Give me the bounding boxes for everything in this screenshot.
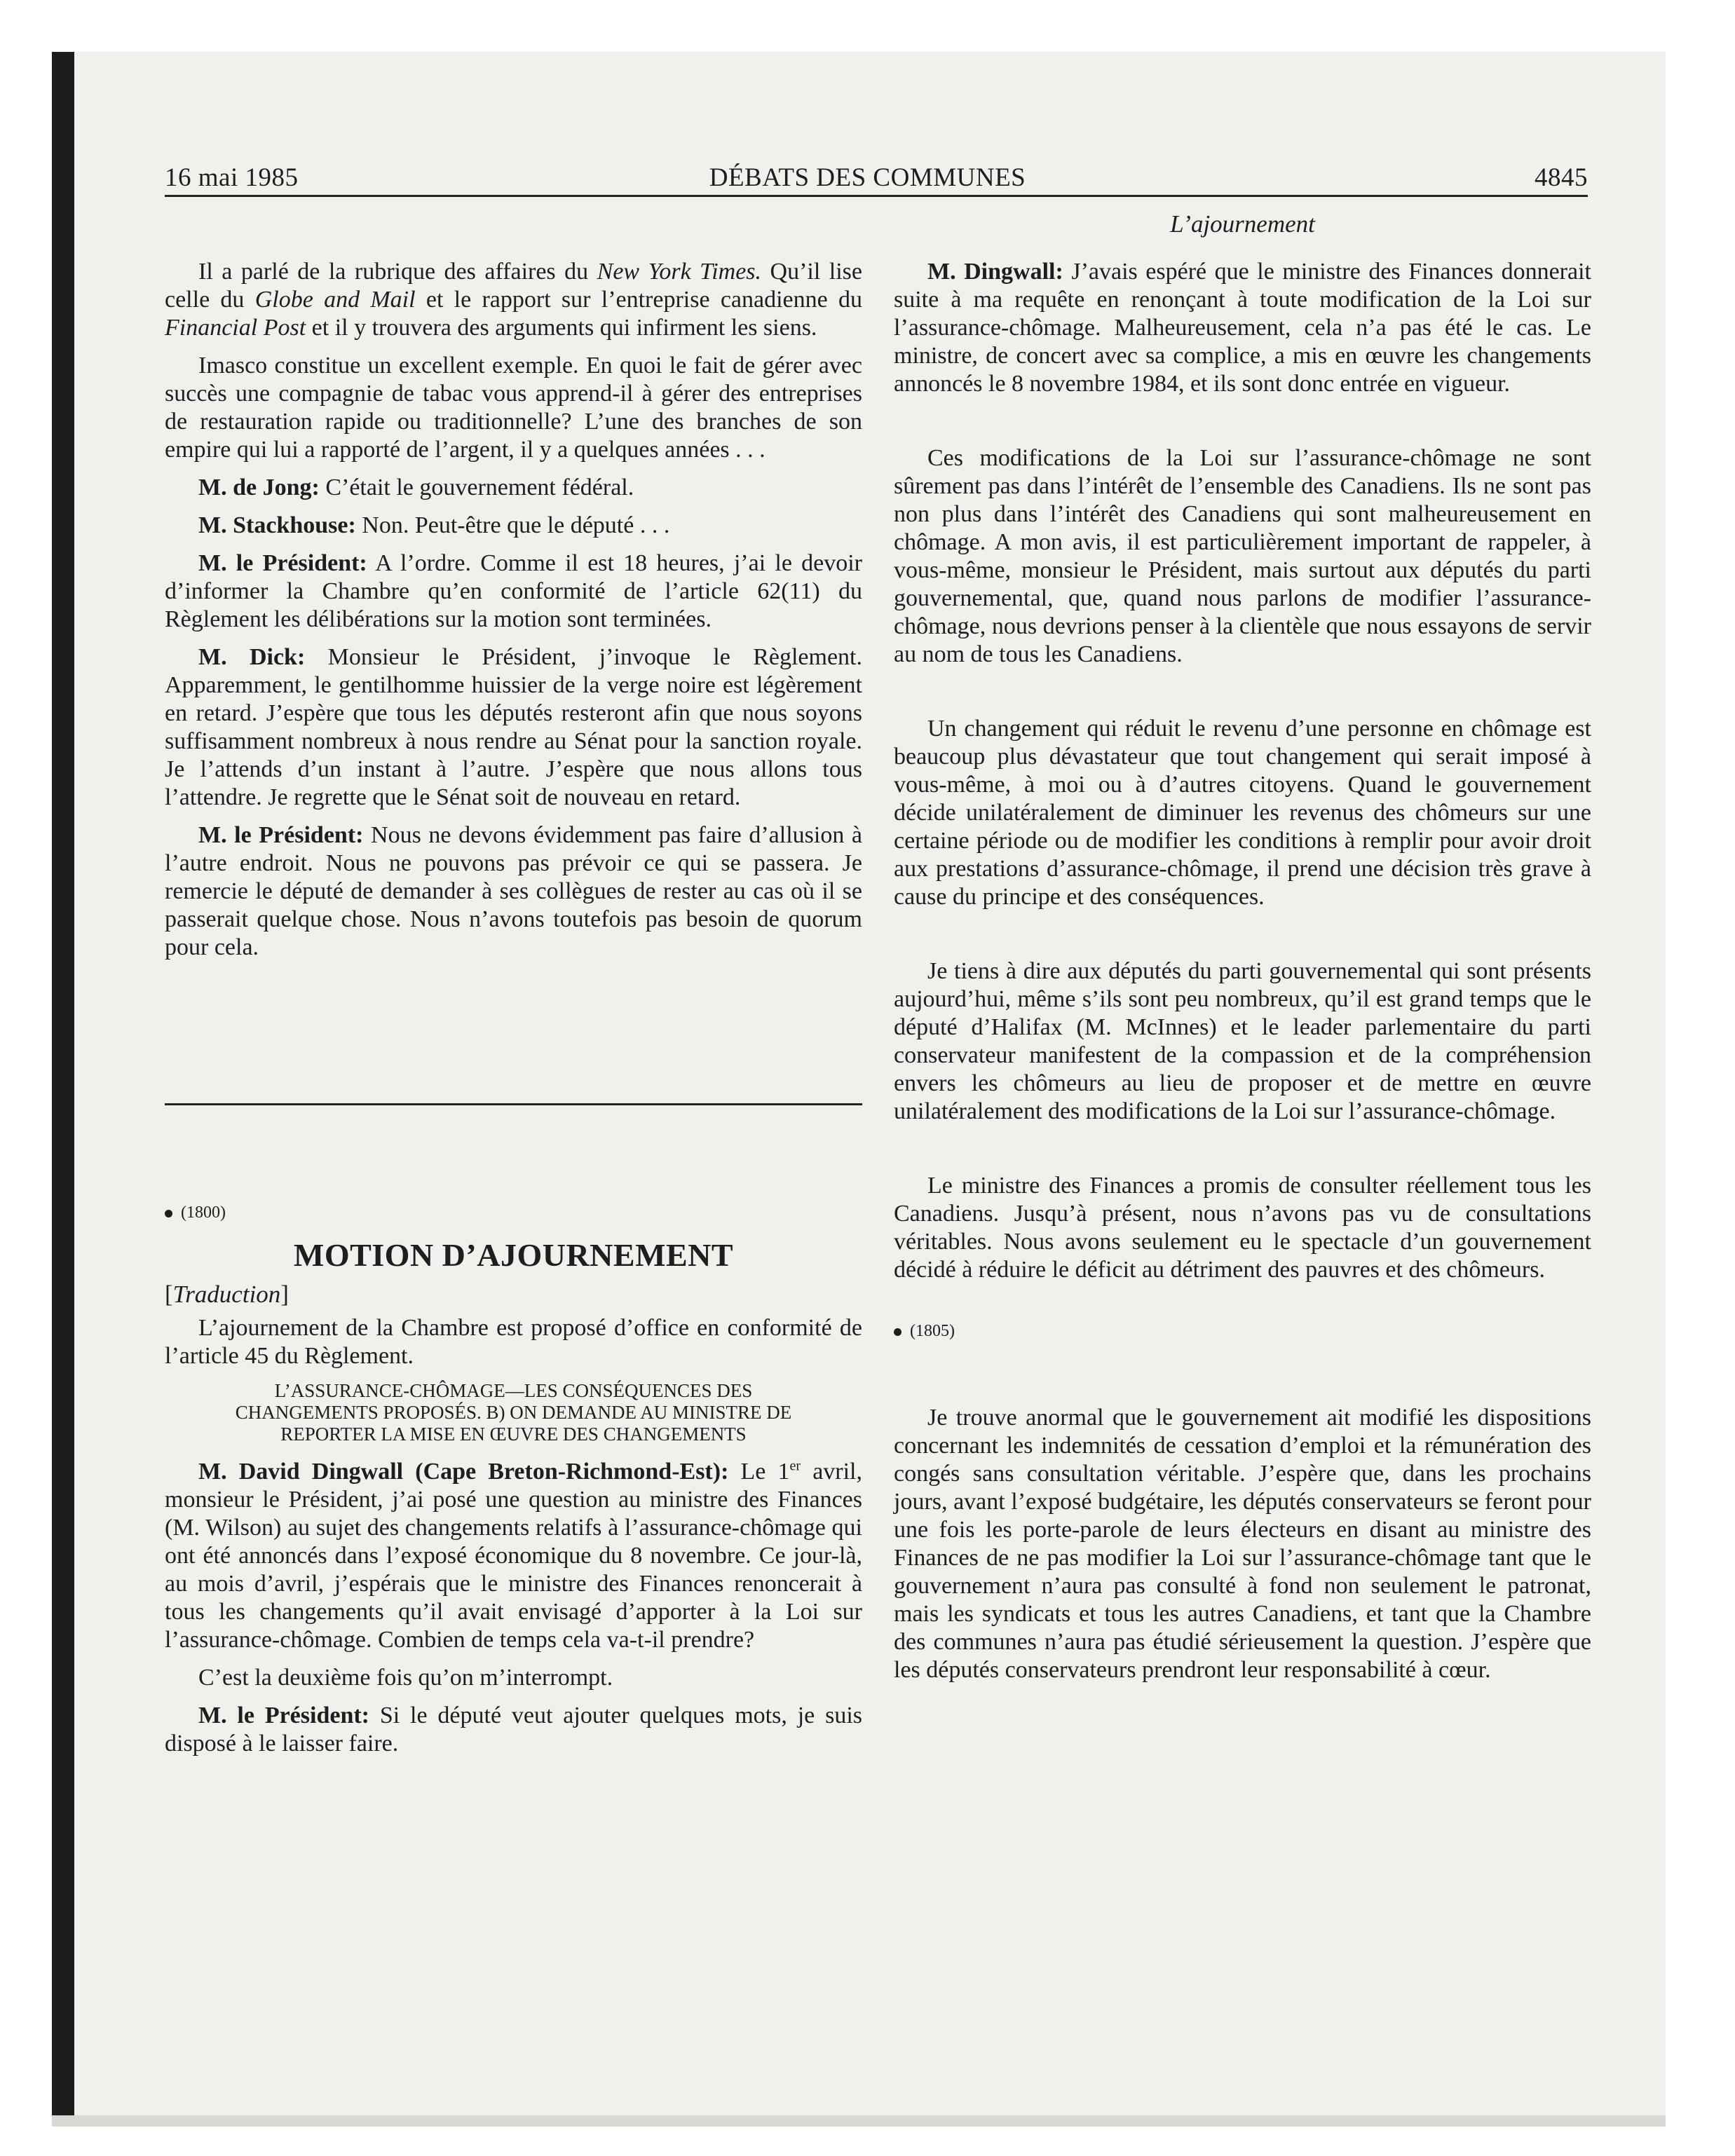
publication-name: Financial Post [165, 315, 306, 341]
debate-subheading: L’ASSURANCE-CHÔMAGE—LES CONSÉQUENCES DES CHANGEMENTS PROPOSÉS. B) ON DEMANDE AU MINISTRE DE REPORTER LA MISE EN ŒUVRE DES CHANGEMENTS [235, 1380, 792, 1445]
paragraph: Il a parlé de la rubrique des affaires du New York Times. Qu’il lise celle du Globe and Mail et le rapport sur l’entreprise canadienne du Financial Post et il y trouvera des arguments qui infirment les siens. [165, 259, 862, 341]
speaker-name: M. Stackhouse: [198, 512, 356, 538]
translation-tag: [Traduction] [165, 1281, 289, 1308]
paragraph-gap [894, 678, 1591, 715]
paragraph: Imasco constitue un excellent exemple. En quoi le fait de gérer avec succès une compagnie de tabac vous apprend-il à gérer des entreprises de restauration rapide ou traditionnelle? L’une des branches de son empire qui lui a rapporté de l’argent, il y a quelques années . . . [165, 353, 862, 463]
paragraph: Je trouve anormal que le gouvernement ait modifié les dispositions concernant les indemnités de cessation d’emploi et la rémunération des congés sans consultation véritable. J’espère que, dans les prochains jours, avant l’exposé budgétaire, les députés conservateurs se feront pour une fois les porte-parole de leurs électeurs en disant au ministre des Finances de ne pas modifier la Loi sur l’assurance-chômage tant que le gouvernement n’aura pas consulté à fond non seulement le patronat, mais les syndicats et tous les autres Canadiens, et tant que la Chambre des communes n’aura pas étudié sérieusement la question. J’espère que les députés conservateurs prendront leur responsabilité à cœur. [894, 1405, 1591, 1683]
left-top-spacer [165, 210, 862, 258]
left-column [165, 210, 862, 1768]
publication-name: Globe and Mail [254, 287, 416, 313]
speech: M. Dingwall: J’avais espéré que le ministre des Finances donnerait suite à ma requête en renonçant à toute modification de la Loi sur l’assurance-chômage. Malheureusement, cela n’a pas été le cas. Le ministre, de concert avec sa complice, a mis en œuvre les changements annoncés le 8 novembre 1984, et ils sont donc entrée en vigueur. [894, 259, 1591, 397]
speech: M. le Président: Nous ne devons évidemment pas faire d’allusion à l’autre endroit. Nous ne pouvons pas prévoir ce qui se passera. Je remercie le député de demander à ses collègues de rester au cas où il se passerait quelque chose. Nous n’avons toutefois pas besoin de quorum pour cela. [165, 822, 862, 960]
speaker-name: M. de Jong: [198, 475, 320, 500]
header-page-number: 4845 [1535, 163, 1588, 192]
header-title: DÉBATS DES COMMUNES [709, 163, 1026, 192]
header-rule [165, 195, 1588, 197]
paragraph: Ces modifications de la Loi sur l’assurance-chômage ne sont sûrement pas dans l’intérêt de l’ensemble des Canadiens. Ils ne sont pas non plus dans l’intérêt des Canadiens qui sont malheureusement en chômage. A mon avis, il est particulièrement important de rappeler, à vous-même, monsieur le Président, mais surtout aux députés du parti gouvernemental, que, quand nous parlons de modifier l’assurance-chômage, nous devrions penser à la clientèle que nous essayons de servir au nom de tous les Canadiens. [894, 445, 1591, 667]
section-title: MOTION D’AJOURNEMENT [293, 1237, 734, 1273]
speech: M. le Président: A l’ordre. Comme il est 18 heures, j’ai le devoir d’informer la Chambre qu’en conformité de l’article 62(11) du Règlement les délibérations sur la motion sont terminées. [165, 550, 862, 632]
speech: M. Stackhouse: Non. Peut-être que le député . . . [198, 512, 670, 538]
speaker-name: M. Dingwall: [927, 259, 1063, 285]
speaker-name: M. le Président: [198, 822, 364, 848]
paragraph-gap [894, 1355, 1591, 1404]
paragraph: L’ajournement de la Chambre est proposé d’office en conformité de l’article 45 du Règlement. [165, 1315, 862, 1369]
publication-name: New York Times. [597, 259, 762, 285]
bullet-icon [165, 1210, 172, 1217]
paragraph: Un changement qui réduit le revenu d’une personne en chômage est beaucoup plus dévastateur que tout changement qui serait imposé à vous-même, à moi ou à d’autres citoyens. Quand le gouvernement décide unilatéralement de diminuer les revenus des chômeurs sur une certaine période ou de modifier les conditions à remplir pour avoir droit aux prestations d’assurance-chômage, il prend une décision très grave à cause du principe et des conséquences. [894, 716, 1591, 910]
running-head: L’ajournement [1170, 210, 1315, 238]
section-spacer [165, 1105, 862, 1203]
time-marker: (1800) [165, 1203, 862, 1222]
paragraph-gap [894, 1135, 1591, 1172]
right-column [894, 210, 1591, 1694]
paragraph: C’est la deuxième fois qu’on m’interrompt. [198, 1665, 613, 1691]
paragraph-gap [894, 921, 1591, 957]
section-spacer [165, 971, 862, 1084]
speech: M. de Jong: C’était le gouvernement fédéral. [198, 475, 634, 500]
paragraph: Le ministre des Finances a promis de consulter réellement tous les Canadiens. Jusqu’à présent, nous n’avons pas vu de consultations véritables. Nous avons seulement eu le spectacle d’un gouvernement décidé à réduire le déficit au détriment des pauvres et des chômeurs. [894, 1173, 1591, 1283]
speech: M. le Président: Si le député veut ajouter quelques mots, je suis disposé à le laisser faire. [165, 1703, 862, 1756]
speaker-name: M. le Président: [198, 1703, 369, 1728]
scan-bottom-edge [52, 2115, 1666, 2127]
speech: M. Dick: Monsieur le Président, j’invoque le Règlement. Apparemment, le gentilhomme huissier de la verge noire est légèrement en retard. J’espère que tous les députés resteront afin que nous soyons suffisamment nombreux à nous rendre au Sénat pour la sanction royale. Je l’attends d’un instant à l’autre. J’espère que nous allons tous l’attendre. Je regrette que le Sénat soit de nouveau en retard. [165, 644, 862, 810]
scan-binding-edge [52, 52, 74, 2127]
paragraph-gap [894, 408, 1591, 444]
paragraph: Je tiens à dire aux députés du parti gouvernemental qui sont présents aujourd’hui, même s’ils sont peu nombreux, qu’il est grand temps que le député d’Halifax (M. McInnes) et le leader parlementaire du parti conservateur manifestent de la compassion et de la compréhension envers les chômeurs au lieu de proposer et de mettre en œuvre unilatéralement des modifications de la Loi sur l’assurance-chômage. [894, 958, 1591, 1124]
paragraph-gap [894, 1294, 1591, 1322]
speech: M. David Dingwall (Cape Breton-Richmond-Est): Le 1er avril, monsieur le Président, j’ai posé une question au ministre des Finances (M. Wilson) au sujet des changements relatifs à l’assurance-chômage qui ont été annoncés dans l’exposé économique du 8 novembre. Ce jour-là, au mois d’avril, j’espérais que le ministre des Finances renoncerait à tous les changements qu’il avait envisagé d’apporter à la Loi sur l’assurance-chômage. Combien de temps cela va-t-il prendre? [165, 1458, 862, 1653]
speaker-name: M. Dick: [198, 644, 306, 670]
bullet-icon [894, 1328, 901, 1336]
header-date: 16 mai 1985 [165, 163, 299, 192]
time-marker: (1805) [894, 1322, 1591, 1341]
speaker-name: M. le Président: [198, 550, 367, 576]
speaker-name: M. David Dingwall (Cape Breton-Richmond-Est): [198, 1459, 729, 1485]
